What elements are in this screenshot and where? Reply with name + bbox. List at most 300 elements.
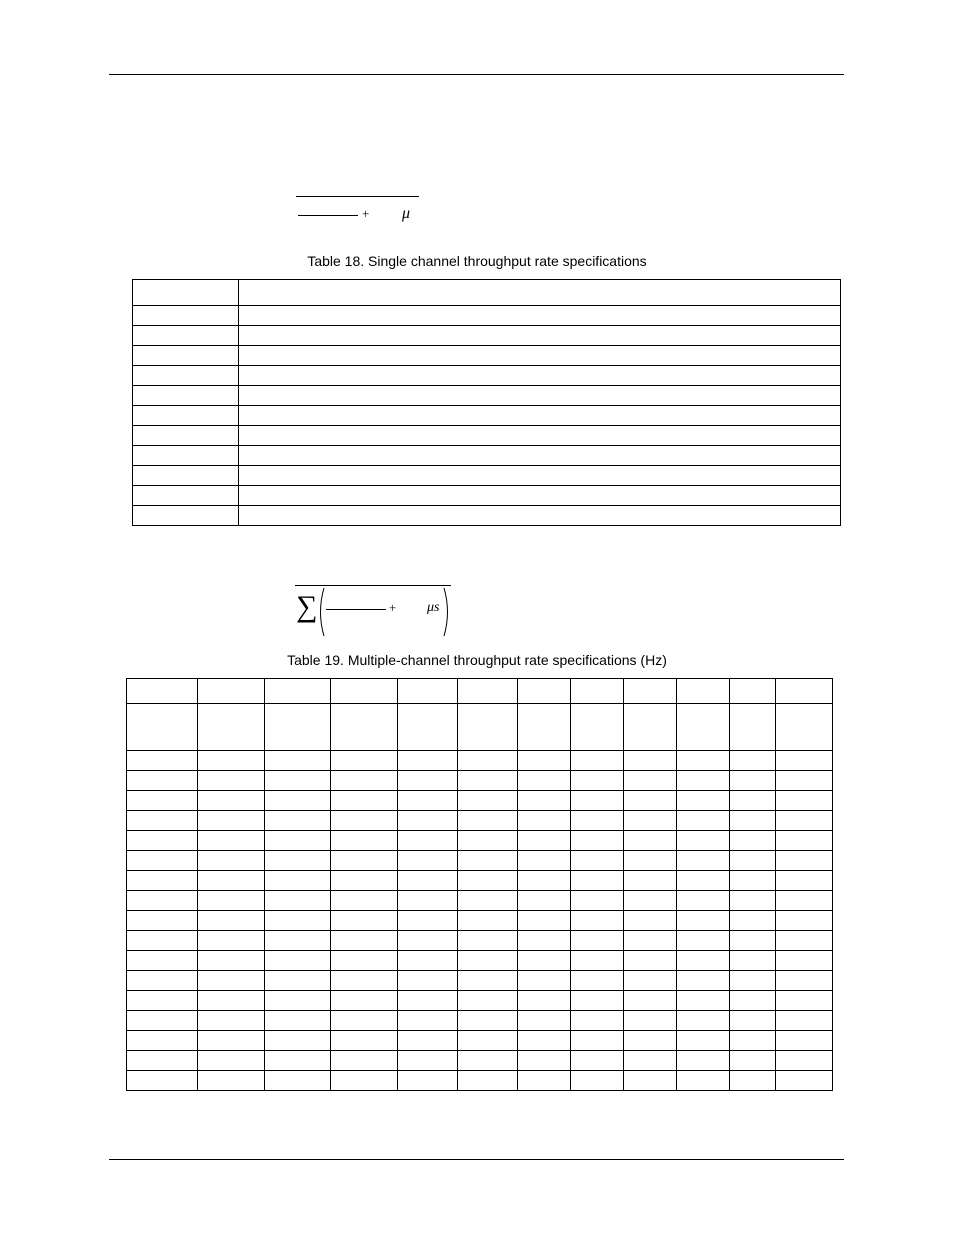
table-cell	[398, 971, 458, 991]
table-cell	[127, 1071, 198, 1091]
table-cell	[677, 1051, 730, 1071]
table-cell	[730, 771, 776, 791]
table-cell	[239, 366, 841, 386]
table-row	[127, 791, 833, 811]
formula-2-left-paren	[316, 587, 326, 637]
table-cell	[776, 871, 833, 891]
table-cell	[398, 679, 458, 704]
table-cell	[198, 931, 265, 951]
table-cell	[398, 911, 458, 931]
table-row	[127, 679, 833, 704]
table-cell	[730, 1011, 776, 1031]
table-cell	[776, 991, 833, 1011]
table-cell	[571, 871, 624, 891]
table-cell	[571, 1031, 624, 1051]
table-cell	[571, 911, 624, 931]
table-cell	[624, 679, 677, 704]
table-cell	[458, 951, 518, 971]
table-cell	[624, 971, 677, 991]
table-row	[133, 466, 841, 486]
table-cell	[571, 751, 624, 771]
table-cell	[624, 991, 677, 1011]
table-cell	[624, 891, 677, 911]
table-cell	[776, 891, 833, 911]
table-cell	[458, 991, 518, 1011]
table-cell	[776, 971, 833, 991]
table-cell	[331, 891, 398, 911]
table-cell	[458, 831, 518, 851]
table-cell	[458, 851, 518, 871]
table-row	[133, 280, 841, 306]
table-cell	[518, 871, 571, 891]
table-cell	[127, 1031, 198, 1051]
table-cell	[458, 871, 518, 891]
table-cell	[776, 704, 833, 751]
table-cell	[458, 704, 518, 751]
table-cell	[265, 891, 331, 911]
table-cell	[776, 851, 833, 871]
table-cell	[458, 1011, 518, 1031]
table-cell	[331, 951, 398, 971]
table-cell	[331, 911, 398, 931]
table-cell	[127, 891, 198, 911]
table-cell	[198, 791, 265, 811]
table-cell	[198, 951, 265, 971]
table-cell	[239, 466, 841, 486]
table-cell	[624, 951, 677, 971]
table-cell	[127, 931, 198, 951]
table-cell	[571, 891, 624, 911]
table-cell	[398, 811, 458, 831]
table-cell	[571, 1051, 624, 1071]
table-cell	[571, 771, 624, 791]
table-cell	[571, 1011, 624, 1031]
table-cell	[127, 704, 198, 751]
formula-2-unit: μs	[427, 600, 440, 615]
table-cell	[127, 751, 198, 771]
table-cell	[331, 1071, 398, 1091]
table-cell	[730, 971, 776, 991]
table-cell	[677, 871, 730, 891]
table-cell	[730, 811, 776, 831]
table-cell	[458, 1051, 518, 1071]
table-cell	[398, 1071, 458, 1091]
table-cell	[398, 791, 458, 811]
table-cell	[198, 1051, 265, 1071]
table-cell	[677, 891, 730, 911]
table-row	[127, 704, 833, 751]
table-cell	[265, 931, 331, 951]
table-cell	[624, 1071, 677, 1091]
table-cell	[398, 704, 458, 751]
table-cell	[398, 931, 458, 951]
formula-2-overline	[295, 585, 451, 586]
table-cell	[518, 851, 571, 871]
table-row	[127, 871, 833, 891]
table-cell	[677, 931, 730, 951]
table-cell	[730, 911, 776, 931]
formula-2-sigma: ∑	[296, 590, 318, 623]
table-cell	[624, 751, 677, 771]
table-cell	[331, 1031, 398, 1051]
table-cell	[518, 911, 571, 931]
table-cell	[265, 831, 331, 851]
table-row	[133, 486, 841, 506]
table-cell	[265, 871, 331, 891]
table-cell	[239, 446, 841, 466]
table-cell	[571, 811, 624, 831]
table-cell	[331, 811, 398, 831]
table-cell	[265, 704, 331, 751]
table-cell	[677, 1071, 730, 1091]
table-cell	[133, 466, 239, 486]
table-cell	[398, 891, 458, 911]
table-cell	[730, 791, 776, 811]
table-cell	[133, 346, 239, 366]
table-cell	[518, 971, 571, 991]
table-cell	[730, 931, 776, 951]
table-row	[133, 366, 841, 386]
table-18	[132, 279, 841, 526]
table-cell	[127, 971, 198, 991]
table-cell	[198, 851, 265, 871]
table-cell	[518, 1031, 571, 1051]
table-cell	[265, 1051, 331, 1071]
table-row	[133, 326, 841, 346]
table-cell	[198, 971, 265, 991]
table-cell	[677, 751, 730, 771]
table-cell	[624, 771, 677, 791]
table-cell	[198, 831, 265, 851]
table-cell	[398, 771, 458, 791]
table-cell	[458, 931, 518, 951]
table-cell	[265, 851, 331, 871]
table-cell	[624, 791, 677, 811]
formula-2-right-paren	[442, 587, 452, 637]
table-cell	[331, 991, 398, 1011]
table-cell	[133, 506, 239, 526]
table-cell	[331, 704, 398, 751]
table-cell	[518, 751, 571, 771]
formula-1-plus: +	[362, 206, 370, 221]
table-cell	[133, 280, 239, 306]
table-cell	[239, 486, 841, 506]
table-cell	[677, 991, 730, 1011]
table-cell	[677, 1011, 730, 1031]
table-cell	[518, 1051, 571, 1071]
table-cell	[265, 911, 331, 931]
table-cell	[571, 704, 624, 751]
table-cell	[518, 931, 571, 951]
table-cell	[133, 446, 239, 466]
table-cell	[331, 679, 398, 704]
table-cell	[265, 771, 331, 791]
table-cell	[265, 791, 331, 811]
table-cell	[239, 326, 841, 346]
table-cell	[127, 851, 198, 871]
table-row	[133, 346, 841, 366]
table-cell	[624, 931, 677, 951]
table-cell	[239, 386, 841, 406]
table-row	[127, 851, 833, 871]
table-cell	[730, 679, 776, 704]
table-cell	[518, 679, 571, 704]
table-cell	[198, 1031, 265, 1051]
table-cell	[265, 679, 331, 704]
table-row	[127, 831, 833, 851]
table-cell	[127, 951, 198, 971]
table-19-caption: Table 19. Multiple-channel throughput rate specifications (Hz)	[287, 652, 667, 668]
table-cell	[571, 971, 624, 991]
table-cell	[265, 811, 331, 831]
table-cell	[331, 971, 398, 991]
header-rule	[109, 74, 844, 75]
table-cell	[398, 831, 458, 851]
table-cell	[198, 911, 265, 931]
table-cell	[776, 811, 833, 831]
table-cell	[518, 811, 571, 831]
table-cell	[677, 679, 730, 704]
table-row	[127, 1011, 833, 1031]
table-cell	[198, 751, 265, 771]
table-cell	[730, 1071, 776, 1091]
table-cell	[265, 1011, 331, 1031]
table-cell	[776, 1051, 833, 1071]
table-cell	[624, 1031, 677, 1051]
table-cell	[730, 1051, 776, 1071]
table-cell	[730, 704, 776, 751]
table-cell	[677, 704, 730, 751]
table-18-caption: Table 18. Single channel throughput rate specifications	[307, 253, 647, 269]
table-cell	[265, 991, 331, 1011]
table-cell	[265, 951, 331, 971]
table-cell	[776, 951, 833, 971]
table-cell	[571, 931, 624, 951]
table-cell	[571, 791, 624, 811]
table-row	[127, 911, 833, 931]
table-row	[133, 386, 841, 406]
table-cell	[458, 1031, 518, 1051]
table-cell	[776, 1011, 833, 1031]
table-cell	[458, 811, 518, 831]
table-cell	[624, 851, 677, 871]
table-cell	[133, 486, 239, 506]
table-row	[127, 1071, 833, 1091]
table-cell	[198, 704, 265, 751]
table-cell	[458, 771, 518, 791]
table-cell	[398, 951, 458, 971]
table-cell	[776, 679, 833, 704]
table-cell	[127, 679, 198, 704]
table-cell	[398, 991, 458, 1011]
table-cell	[730, 831, 776, 851]
formula-2-plus: +	[389, 600, 397, 615]
table-cell	[571, 951, 624, 971]
table-cell	[677, 811, 730, 831]
table-cell	[198, 811, 265, 831]
table-cell	[677, 791, 730, 811]
table-cell	[677, 911, 730, 931]
table-cell	[571, 831, 624, 851]
table-cell	[398, 871, 458, 891]
table-cell	[198, 871, 265, 891]
table-cell	[776, 831, 833, 851]
formula-1-overline	[296, 196, 419, 197]
table-cell	[458, 1071, 518, 1091]
table-cell	[133, 326, 239, 346]
table-cell	[239, 280, 841, 306]
table-cell	[776, 1031, 833, 1051]
table-cell	[127, 771, 198, 791]
table-cell	[198, 1071, 265, 1091]
table-row	[133, 506, 841, 526]
table-cell	[331, 771, 398, 791]
table-cell	[518, 1071, 571, 1091]
table-cell	[133, 366, 239, 386]
table-cell	[624, 1011, 677, 1031]
table-cell	[127, 791, 198, 811]
table-cell	[127, 911, 198, 931]
table-cell	[127, 1011, 198, 1031]
table-cell	[518, 1011, 571, 1031]
table-cell	[198, 1011, 265, 1031]
table-cell	[624, 831, 677, 851]
table-cell	[458, 911, 518, 931]
table-cell	[265, 1031, 331, 1051]
table-cell	[458, 751, 518, 771]
table-cell	[239, 506, 841, 526]
table-row	[127, 811, 833, 831]
table-cell	[776, 751, 833, 771]
table-cell	[776, 771, 833, 791]
table-row	[133, 446, 841, 466]
table-cell	[776, 1071, 833, 1091]
table-row	[127, 931, 833, 951]
table-cell	[331, 751, 398, 771]
table-cell	[677, 1031, 730, 1051]
table-cell	[265, 751, 331, 771]
table-cell	[458, 791, 518, 811]
table-cell	[331, 831, 398, 851]
table-cell	[730, 951, 776, 971]
table-cell	[127, 991, 198, 1011]
table-cell	[265, 971, 331, 991]
table-row	[127, 951, 833, 971]
table-row	[127, 991, 833, 1011]
table-cell	[571, 679, 624, 704]
table-cell	[730, 891, 776, 911]
table-cell	[571, 991, 624, 1011]
table-row	[127, 891, 833, 911]
table-cell	[133, 306, 239, 326]
table-cell	[458, 891, 518, 911]
table-19	[126, 678, 833, 1091]
formula-1-mu: μ	[402, 205, 411, 222]
table-cell	[127, 1051, 198, 1071]
table-cell	[127, 831, 198, 851]
table-row	[127, 971, 833, 991]
footer-rule	[109, 1159, 844, 1160]
table-cell	[331, 851, 398, 871]
table-cell	[518, 951, 571, 971]
table-cell	[518, 771, 571, 791]
table-cell	[624, 1051, 677, 1071]
table-cell	[331, 931, 398, 951]
table-cell	[571, 1071, 624, 1091]
table-cell	[730, 851, 776, 871]
table-row	[127, 1051, 833, 1071]
table-cell	[518, 831, 571, 851]
table-cell	[127, 871, 198, 891]
table-cell	[571, 851, 624, 871]
table-row	[127, 751, 833, 771]
table-cell	[624, 811, 677, 831]
table-cell	[331, 1011, 398, 1031]
table-cell	[127, 811, 198, 831]
table-row	[127, 1031, 833, 1051]
table-cell	[776, 791, 833, 811]
table-cell	[624, 704, 677, 751]
table-cell	[677, 771, 730, 791]
table-cell	[776, 911, 833, 931]
table-cell	[730, 991, 776, 1011]
table-cell	[398, 1051, 458, 1071]
table-cell	[624, 911, 677, 931]
table-cell	[518, 891, 571, 911]
table-row	[133, 306, 841, 326]
table-row	[127, 771, 833, 791]
table-cell	[398, 1031, 458, 1051]
table-cell	[518, 991, 571, 1011]
formula-1-fraction-bar	[298, 215, 358, 216]
table-cell	[198, 771, 265, 791]
table-cell	[730, 871, 776, 891]
table-cell	[331, 871, 398, 891]
table-cell	[677, 971, 730, 991]
table-cell	[518, 704, 571, 751]
table-cell	[331, 791, 398, 811]
table-cell	[776, 931, 833, 951]
table-cell	[198, 891, 265, 911]
table-cell	[265, 1071, 331, 1091]
formula-2-fraction-bar	[326, 609, 386, 610]
table-cell	[677, 951, 730, 971]
table-cell	[239, 346, 841, 366]
table-cell	[239, 406, 841, 426]
table-cell	[133, 426, 239, 446]
table-cell	[624, 871, 677, 891]
table-cell	[133, 386, 239, 406]
table-cell	[518, 791, 571, 811]
table-cell	[458, 679, 518, 704]
table-cell	[239, 306, 841, 326]
table-cell	[198, 991, 265, 1011]
table-cell	[239, 426, 841, 446]
table-cell	[458, 971, 518, 991]
table-cell	[133, 406, 239, 426]
table-cell	[677, 831, 730, 851]
table-cell	[198, 679, 265, 704]
table-cell	[398, 1011, 458, 1031]
table-row	[133, 426, 841, 446]
table-cell	[398, 751, 458, 771]
table-cell	[677, 851, 730, 871]
table-cell	[730, 1031, 776, 1051]
table-cell	[730, 751, 776, 771]
table-cell	[398, 851, 458, 871]
table-row	[133, 406, 841, 426]
table-cell	[331, 1051, 398, 1071]
